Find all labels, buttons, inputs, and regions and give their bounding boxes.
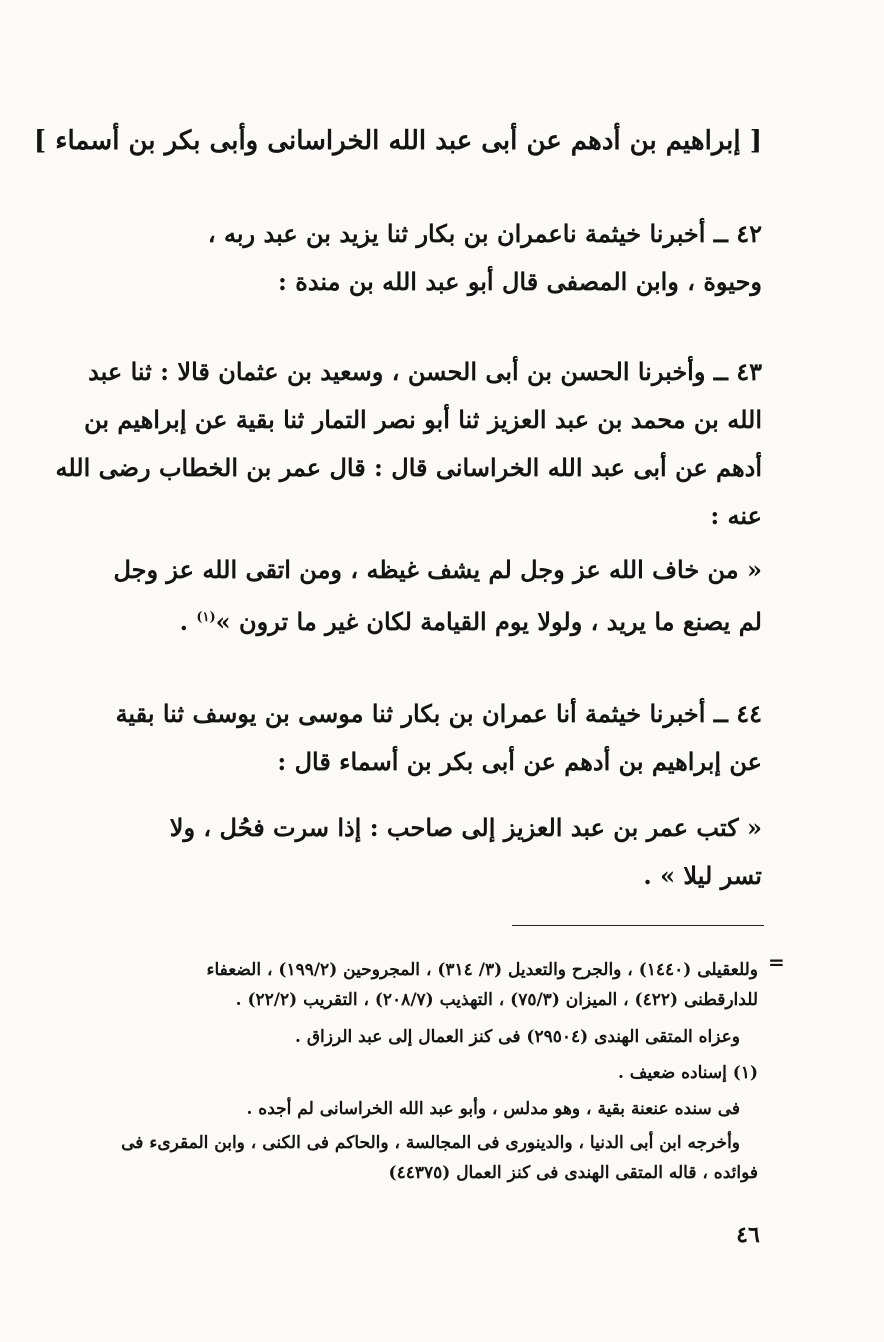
heading-text: [ إبراهيم بن أدهم عن أبى عبد الله الخراسانى وأبى بكر بن أسماء ] [33, 126, 762, 156]
continuation-mark: = [768, 950, 785, 974]
hadith-44-quote [92, 804, 762, 900]
hadith-43 [55, 348, 762, 540]
hadith-42-line-2: وحيوة ، وابن المصفى قال أبو عبد الله بن مندة : [278, 267, 762, 296]
footnote-line: وللعقيلى (١٤٤٠) ، والجرح والتعديل (٣/ ٣١٤) ، المجروحين (١٩٩/٢) ، الضعفاء [206, 960, 758, 980]
quote-43-text: لم يصنع ما يريد ، ولولا يوم القيامة لكان غير ما ترون » [215, 607, 762, 636]
footnote-line: (١) إسناده ضعيف . [617, 1063, 758, 1083]
hadith-42 [92, 210, 762, 306]
footnote-line: فى سنده عنعنة بقية ، وهو مدلس ، وأبو عبد الله الخراسانى لم أجده . [246, 1099, 740, 1119]
footnote-line: فوائده ، قاله المتقى الهندى فى كنز العمال (٤٤٣٧٥) [388, 1163, 758, 1183]
footnote-line: وأخرجه ابن أبى الدنيا ، والدينورى فى المجالسة ، والحاكم فى الكنى ، وابن المقرىء فى [121, 1133, 740, 1153]
footnote-1-sources [98, 1128, 758, 1188]
footnote-divider [512, 925, 764, 926]
hadith-43-line-3: أدهم عن أبى عبد الله الخراسانى قال : قال عمر بن الخطاب رضى الله [55, 453, 762, 482]
quote-44-line-2: تسر ليلا » . [643, 861, 762, 890]
footnote-ref-1[interactable]: (١) [196, 610, 216, 625]
footnote-attribution [98, 1022, 758, 1052]
quote-43-line-1: « من خاف الله عز وجل لم يشف غيظه ، ومن اتقى الله عز وجل [113, 555, 762, 584]
hadith-44-line-2: عن إبراهيم بن أدهم عن أبى بكر بن أسماء قال : [277, 747, 762, 776]
quote-43-end: . [179, 607, 197, 636]
footnote-line: وعزاه المتقى الهندى (٢٩٥٠٤) فى كنز العمال إلى عبد الرزاق . [295, 1027, 740, 1047]
quote-43-line-2 [92, 594, 762, 646]
footnote-1-note [98, 1094, 758, 1124]
footnote-line: للدارقطنى (٤٢٢) ، الميزان (٧٥/٣) ، التهذيب (٢٠٨/٧) ، التقريب (٢٢/٢) . [235, 990, 758, 1010]
hadith-43-line-4: عنه : [710, 501, 762, 530]
hadith-44 [92, 690, 762, 786]
hadith-42-line-1: ٤٢ ــ أخبرنا خيثمة ناعمران بن بكار ثنا يزيد بن عبد ربه ، [207, 219, 762, 248]
quote-44-line-1: « كتب عمر بن عبد العزيز إلى صاحب : إذا سرت فحُل ، ولا [169, 813, 762, 842]
hadith-43-line-1: ٤٣ ــ وأخبرنا الحسن بن أبى الحسن ، وسعيد بن عثمان قالا : ثنا عبد [88, 357, 762, 386]
footnote-1-heading [98, 1058, 758, 1088]
hadith-44-line-1: ٤٤ ــ أخبرنا خيثمة أنا عمران بن بكار ثنا موسى بن يوسف ثنا بقية [115, 699, 762, 728]
section-heading [33, 118, 762, 164]
hadith-43-line-2: الله بن محمد بن عبد العزيز ثنا أبو نصر التمار ثنا بقية عن إبراهيم بن [84, 405, 762, 434]
hadith-43-quote [92, 546, 762, 646]
footnote-continued [98, 955, 758, 1015]
page-number: ٤٦ [736, 1222, 760, 1248]
